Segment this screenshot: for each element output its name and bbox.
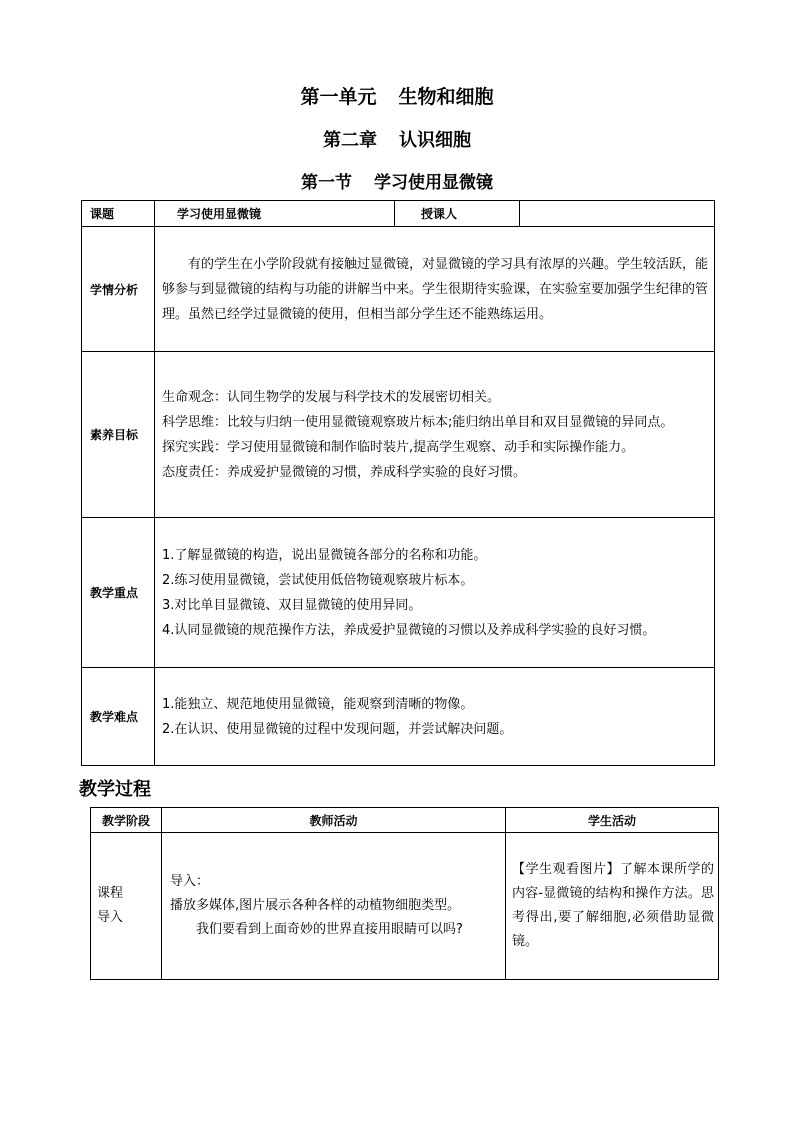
header-stage: 教学阶段 — [91, 808, 162, 833]
unit-heading: 第一单元 生物和细胞 — [300, 86, 494, 108]
header-teacher: 教师活动 — [162, 808, 506, 833]
topic-label: 课题 — [82, 201, 155, 227]
stage-line: 导入 — [97, 910, 124, 925]
key-point-item: 4.认同显微镜的规范操作方法，养成爱护显微镜的习惯以及养成科学实验的良好习惯。 — [162, 622, 656, 638]
key-points-cell — [155, 518, 715, 668]
difficulties-label: 教学难点 — [82, 668, 155, 766]
difficulty-item: 1.能独立、规范地使用显微镜，能观察到清晰的物像。 — [162, 696, 474, 712]
analysis-text: 有的学生在小学阶段就有接触过显微镜，对显微镜的学习具有浓厚的兴趣。学生较活跃，能够参与到显微镜的结构与功能的讲解当中来。学生很期待实验课，在实验室要加强学生纪律的管理。虽然已经学过显微镜的使用，但相当部分学生还不能熟练运用。 — [162, 256, 709, 322]
key-points-label: 教学重点 — [82, 518, 155, 668]
lesson-info-table — [81, 200, 715, 766]
key-point-item: 1.了解显微镜的构造，说出显微镜各部分的名称和功能。 — [162, 547, 487, 563]
goal-item: 态度责任：养成爱护显微镜的习惯，养成科学实验的良好习惯。 — [162, 464, 527, 480]
goal-item: 生命观念：认同生物学的发展与科学技术的发展密切相关。 — [162, 389, 501, 405]
teacher-label: 授课人 — [395, 201, 520, 227]
goals-cell — [155, 352, 715, 518]
key-point-item: 3.对比单目显微镜、双目显微镜的使用异同。 — [162, 597, 422, 613]
teacher-line: 我们要看到上面奇妙的世界直接用眼睛可以吗? — [196, 922, 463, 937]
stage-line: 课程 — [97, 886, 124, 901]
teacher-line: 播放多媒体,图片展示各种各样的动植物细胞类型。 — [170, 898, 461, 913]
teacher-value — [520, 201, 715, 227]
goal-item: 科学思维：比较与归纳一使用显微镜观察玻片标本;能归纳出单目和双目显微镜的异同点。 — [162, 414, 674, 430]
difficulty-item: 2.在认识、使用显微镜的过程中发现问题，并尝试解决问题。 — [162, 721, 513, 737]
key-point-item: 2.练习使用显微镜，尝试使用低倍物镜观察玻片标本。 — [162, 572, 474, 588]
stage-cell — [91, 833, 162, 980]
header-student: 学生活动 — [506, 808, 719, 833]
process-table — [90, 807, 719, 980]
process-title: 教学过程 — [79, 779, 151, 800]
analysis-label: 学情分析 — [82, 227, 155, 352]
goal-item: 探究实践：学习使用显微镜和制作临时装片,提高学生观察、动手和实际操作能力。 — [162, 439, 635, 455]
student-activity-text: 【学生观看图片】了解本课所学的内容-显微镜的结构和操作方法。思考得出,要了解细胞,必须借助显微镜。 — [512, 862, 714, 949]
difficulties-cell — [155, 668, 715, 766]
section-heading: 第一节 学习使用显微镜 — [301, 173, 493, 193]
chapter-heading: 第二章 认识细胞 — [323, 130, 471, 151]
teacher-activity-cell — [162, 833, 506, 980]
topic-value: 学习使用显微镜 — [155, 201, 395, 227]
student-activity-cell — [506, 833, 719, 980]
goals-label: 素养目标 — [82, 352, 155, 518]
teacher-line: 导入： — [170, 874, 210, 889]
analysis-cell — [155, 227, 715, 352]
